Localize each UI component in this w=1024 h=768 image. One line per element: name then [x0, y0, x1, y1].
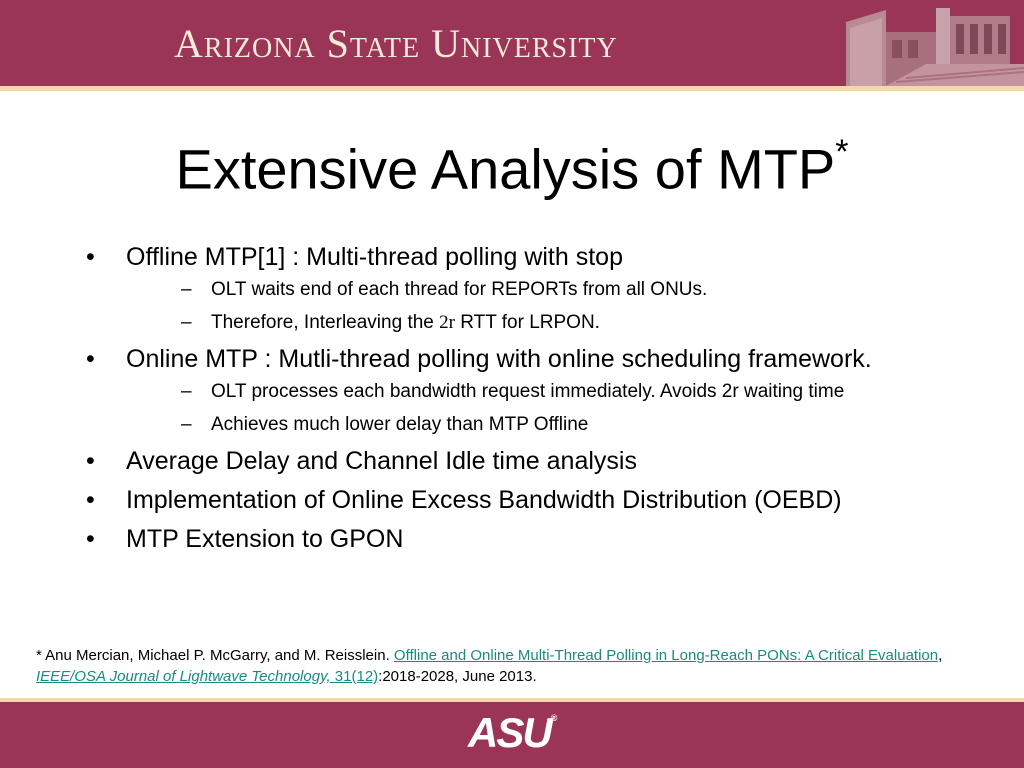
dash-glyph: – [181, 414, 192, 435]
sub-bullet-text-pre: Therefore, Interleaving the [211, 312, 440, 333]
bullet-glyph: • [86, 243, 95, 271]
citation-footnote [36, 645, 996, 687]
bullet-text: Offline MTP[1] : Multi-thread polling with stop [126, 243, 623, 271]
footer-stripe [0, 698, 1024, 702]
footnote-pages-date: :2018-2028, June 2013. [378, 668, 537, 685]
slide-title: Extensive Analysis of MTP* [175, 133, 849, 201]
journal-link[interactable]: IEEE/OSA Journal of Lightwave Technology, [36, 668, 331, 685]
university-name: Arizona State University [174, 21, 618, 66]
bullet-text: Implementation of Online Excess Bandwidth Distribution (OEBD) [126, 486, 842, 514]
bullet-glyph: • [86, 525, 95, 553]
sub-bullet-text: Achieves much lower delay than MTP Offline [211, 414, 589, 435]
header-stripe [0, 86, 1024, 91]
bullet-item [86, 242, 986, 336]
dash-glyph: – [181, 312, 192, 333]
sub-bullet-item [126, 379, 986, 405]
footnote-separator: , [938, 647, 943, 664]
bullet-item [86, 344, 986, 438]
footnote-authors: * Anu Mercian, Michael P. McGarry, and M. Reisslein. [36, 647, 394, 664]
asu-logo: ASU® [468, 709, 558, 756]
campus-building-image [826, 2, 1024, 86]
dash-glyph: – [181, 381, 192, 402]
bullet-glyph: • [86, 486, 95, 514]
math-2r: 2r [439, 312, 455, 333]
bullet-glyph: • [86, 345, 95, 373]
volume-link[interactable]: 31(12) [330, 668, 379, 685]
sub-bullet-text: OLT processes each bandwidth request immediately. Avoids 2r waiting time [211, 381, 845, 402]
bullet-item [86, 524, 986, 555]
bullet-text: MTP Extension to GPON [126, 525, 404, 553]
sub-bullet-item [126, 277, 986, 303]
dash-glyph: – [181, 279, 192, 300]
sub-bullet-item [126, 310, 986, 336]
registered-mark: ® [550, 713, 558, 723]
title-footnote-mark: * [835, 133, 849, 171]
bullet-list [86, 242, 986, 563]
bullet-item [86, 485, 986, 516]
bullet-text: Online MTP : Mutli-thread polling with online scheduling framework. [126, 345, 872, 373]
footer-bar [0, 698, 1024, 768]
sub-bullet-text: OLT waits end of each thread for REPORTs from all ONUs. [211, 279, 708, 300]
sub-bullet-item [126, 412, 986, 438]
sub-bullet-text-post: RTT for LRPON. [454, 312, 600, 333]
paper-title-link[interactable]: Offline and Online Multi-Thread Polling in Long-Reach PONs: A Critical Evaluation [393, 647, 939, 664]
bullet-item [86, 446, 986, 477]
bullet-text: Average Delay and Channel Idle time analysis [126, 447, 637, 475]
bullet-glyph: • [86, 447, 95, 475]
header-bar [0, 0, 1024, 86]
